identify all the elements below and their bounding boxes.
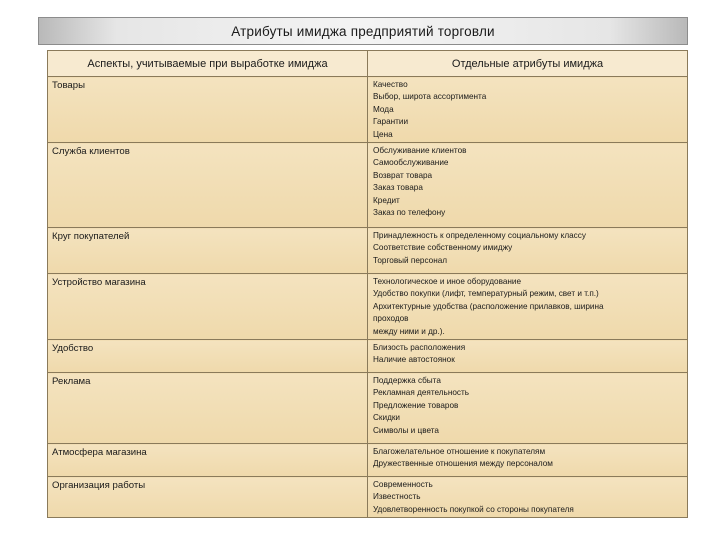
image-attributes-table [47,50,688,518]
attribute-item: Благожелательное отношение к покупателям [373,447,546,457]
attribute-item: Наличие автостоянок [373,355,455,365]
attribute-item: Рекламная деятельность [373,388,470,398]
attribute-item: проходов [373,314,409,324]
attribute-item: Заказ товара [373,183,423,193]
slide-title-text: Атрибуты имиджа предприятий торговли [231,23,495,39]
column-header-attributes: Отдельные атрибуты имиджа [368,51,688,77]
aspect-cell [48,274,368,340]
aspect-label: Удобство [52,343,94,355]
attribute-item: Символы и цвета [373,425,439,435]
table-row [48,340,688,373]
attribute-item: Возврат товара [373,170,433,180]
attribute-item: Торговый персонал [373,255,448,265]
table-row [48,143,688,228]
attributes-cell [368,340,688,373]
table-body [48,77,688,518]
table-row [48,477,688,518]
attribute-item: Известность [373,492,421,502]
attribute-item: между ними и др.). [373,326,445,336]
attribute-item: Предложение товаров [373,400,459,410]
aspect-label: Круг покупателей [52,231,130,243]
attribute-item: Качество [373,80,408,89]
table-row [48,274,688,340]
aspect-label: Устройство магазина [52,277,146,289]
attributes-cell [368,228,688,274]
aspect-label: Товары [52,80,86,91]
attribute-item: Современность [373,480,433,490]
table-header-row [48,51,688,77]
attribute-item: Принадлежность к определенному социальному классу [373,231,586,241]
attribute-item: Удобство покупки (лифт, температурный режим, свет и т.п.) [373,289,599,299]
attribute-item: Дружественные отношения между персоналом [373,459,553,469]
aspect-cell [48,340,368,373]
attribute-item: Выбор, широта ассортимента [373,92,487,102]
aspect-label: Организация работы [52,480,146,492]
attribute-item: Кредит [373,195,400,205]
attribute-item: Удовлетворенность покупкой со стороны покупателя [373,504,574,514]
attributes-cell [368,477,688,518]
attribute-list [368,143,687,220]
attribute-item: Гарантии [373,117,409,127]
table-row [48,444,688,477]
aspect-cell [48,143,368,228]
aspect-cell [48,228,368,274]
attribute-list [368,77,687,142]
column-header-aspects: Аспекты, учитываемые при выработке имиджа [48,51,368,77]
aspect-label: Служба клиентов [52,146,130,158]
attribute-item: Обслуживание клиентов [373,146,467,156]
attribute-item: Самообслуживание [373,158,449,168]
attribute-item: Поддержка сбыта [373,376,441,386]
aspect-cell [48,477,368,518]
attribute-list [368,373,687,438]
attribute-item: Близость расположения [373,343,466,353]
attribute-item: Заказ по телефону [373,208,446,218]
attribute-item: Цена [373,129,393,139]
attribute-list [368,228,687,268]
table-row [48,228,688,274]
attribute-item: Соответствие собственному имиджу [373,243,513,253]
aspect-cell [48,77,368,143]
table-row [48,77,688,143]
slide-title [38,17,688,45]
aspect-cell [48,444,368,477]
attributes-cell [368,143,688,228]
attribute-item: Технологическое и иное оборудование [373,277,522,287]
attribute-item: Архитектурные удобства (расположение прилавков, ширина [373,301,604,311]
attributes-cell [368,274,688,340]
attribute-list [368,444,687,472]
attributes-cell [368,373,688,444]
attribute-item: Скидки [373,413,401,423]
attribute-list [368,274,687,339]
aspect-label: Атмосфера магазина [52,447,147,459]
table-row [48,373,688,444]
aspect-label: Реклама [52,376,91,388]
attribute-list [368,477,687,517]
aspect-cell [48,373,368,444]
attributes-cell [368,444,688,477]
attribute-list [368,340,687,368]
attributes-cell [368,77,688,143]
attribute-item: Мода [373,104,394,114]
